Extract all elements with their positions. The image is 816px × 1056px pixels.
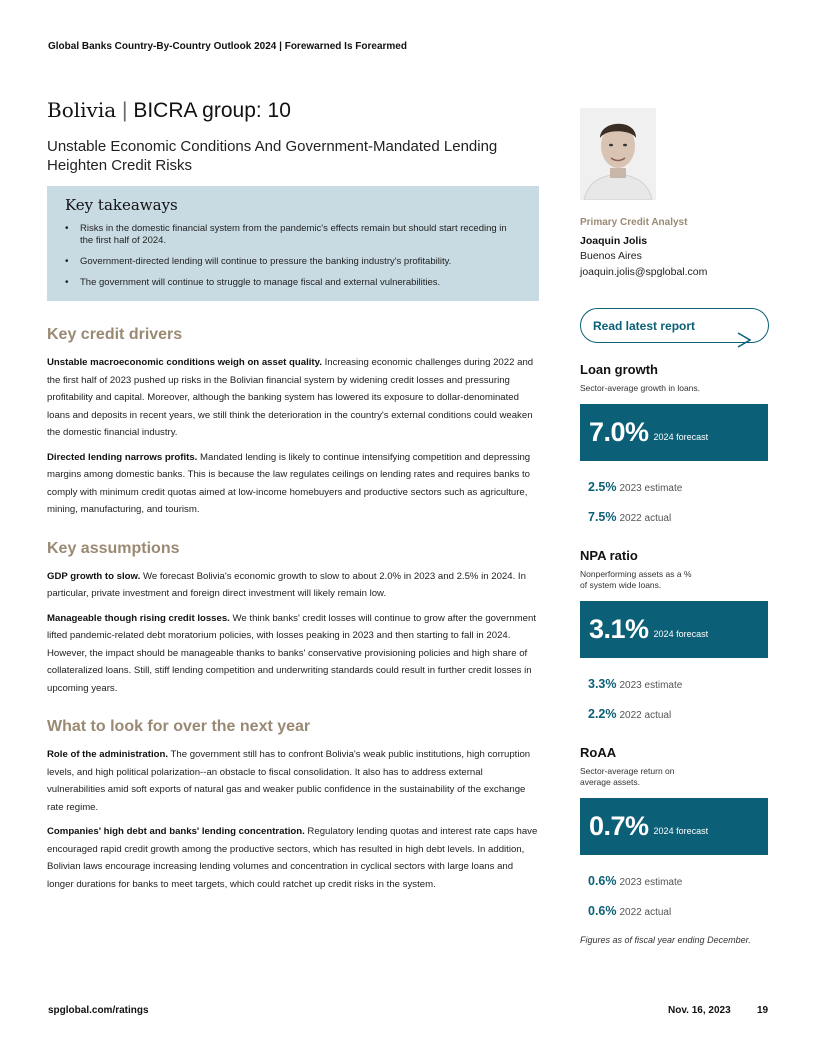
actual-label: 2022 actual [619, 513, 672, 524]
read-latest-report-button[interactable]: Read latest report [580, 308, 769, 343]
metric-estimate [588, 480, 682, 494]
estimate-value: 3.3% [588, 677, 617, 691]
estimate-label: 2023 estimate [619, 680, 683, 691]
page-subtitle: Unstable Economic Conditions And Government-Mandated Lending Heighten Credit Risks [47, 138, 498, 174]
takeaway-item: • The government will continue to struggle to manage fiscal and external vulnerabilities. [65, 277, 521, 289]
metric-title-loan-growth: Loan growth [580, 362, 658, 377]
paragraph-text: Regulatory lending quotas and interest rate caps have encouraged rapid credit growth among the productive sectors, which has resulted in high debt levels. In addition, Bolivian laws encourage increasing lending volumes and concentration in cyclical sectors with large loans and longer durations for banks to meet targets, which could ratchet up credit risks in the system. [47, 826, 538, 890]
page-title [47, 98, 291, 123]
metric-title-npa-ratio: NPA ratio [580, 548, 638, 563]
section-title-drivers: Key credit drivers [47, 326, 183, 343]
section-title-assumptions: Key assumptions [47, 539, 180, 557]
analyst-email[interactable]: joaquin.jolis@spglobal.com [580, 266, 708, 278]
metric-actual [588, 510, 671, 524]
paragraph-text: Increasing economic challenges during 2022 and the first half of 2023 pushed up risks in the Bolivian financial system by widening credit losses and pressuring profitability and capital. Moreover, although the banking system has lowered its exposure to dollar-denominated loans and deposits in recent years, we still think the deterioration in the country's external conditions could weaken the domestic financial industry. [47, 357, 534, 438]
paragraph-lead: GDP growth to slow. [47, 570, 141, 582]
forecast-value: 3.1% [589, 614, 649, 644]
paragraph-text: Mandated lending is likely to continue intensifying competition and depressing margins among domestic banks. This is because the law regulates ceilings on lending rates and requires banks to comply with minimum credit quotas aimed at low-income homebuyers and productive sectors such as agriculture, mining, manufacturing, and tourism. [47, 451, 531, 515]
metric-estimate [588, 677, 682, 691]
estimate-label: 2023 estimate [619, 877, 683, 888]
paragraph-lead: Companies' high debt and banks' lending concentration. [47, 826, 305, 837]
paragraph [47, 449, 539, 519]
key-takeaways-box [47, 186, 539, 301]
forecast-value: 7.0% [589, 417, 649, 447]
actual-value: 7.5% [588, 510, 617, 524]
analyst-label: Primary Credit Analyst [580, 217, 688, 228]
metric-actual [588, 707, 671, 721]
actual-label: 2022 actual [619, 907, 672, 918]
metric-title-roaa: RoAA [580, 745, 617, 760]
paragraph-lead: Manageable though rising credit losses. [47, 612, 230, 624]
analyst-name: Joaquin Jolis [580, 235, 648, 247]
forecast-value: 0.7% [589, 811, 649, 841]
takeaway-item: • Risks in the domestic financial system from the pandemic's effects remain but should start receding in the first half of 2024. [65, 223, 521, 247]
paragraph [47, 823, 539, 893]
takeaway-item: • Government-directed lending will continue to pressure the banking industry's profitability. [65, 256, 521, 268]
paragraph-text: We forecast Bolivia's economic growth to slow to about 2.0% in 2023 and 2.5% in 2024. In particular, private investment and foreign direct investment will likely remain low. [47, 570, 526, 599]
actual-label: 2022 actual [619, 710, 672, 721]
key-takeaways-heading: Key takeaways [65, 196, 178, 214]
analyst-photo [580, 108, 656, 200]
key-takeaways-list [65, 223, 521, 289]
paragraph-text: The government still has to confront Bolivia's weak public institutions, high corruption levels, and high political polarization--an obstacle to fiscal consolidation. It also has to address external vulnerabilities amid soft exports of natural gas and weaker public confidence in the sustainability of the exchange rate regime. [47, 749, 531, 813]
analyst-portrait-icon [580, 108, 656, 200]
paragraph-text: We think banks' credit losses will continue to grow after the government lifted pandemic-related debt moratorium policies, with losses peaking in 2023 and then starting to fall in 2024. However, the impact should be manageable thanks to banks' conservative provisioning policies and high share of collateralized loans. Still, stiff lending competition and underwriting standards could result in further credit losses in upcoming years. [47, 612, 536, 694]
metric-estimate [588, 874, 682, 888]
paragraph [47, 568, 539, 603]
analyst-city: Buenos Aires [580, 250, 642, 262]
metric-forecast-box [580, 601, 768, 658]
metric-subtitle: Sector-average growth in loans. [580, 383, 701, 393]
paragraph [47, 354, 539, 442]
metric-actual [588, 904, 671, 918]
estimate-label: 2023 estimate [619, 483, 683, 494]
estimate-value: 0.6% [588, 874, 617, 888]
forecast-label: 2024 forecast [653, 826, 709, 836]
running-header: Global Banks Country-By-Country Outlook 2024 | Forewarned Is Forearmed [48, 41, 407, 52]
actual-value: 0.6% [588, 904, 617, 918]
bicra-group: BICRA group: 10 [133, 99, 291, 122]
actual-value: 2.2% [588, 707, 617, 721]
forecast-label: 2024 forecast [653, 432, 709, 442]
chevron-right-icon [728, 330, 754, 350]
page-number: 19 [757, 1005, 769, 1016]
metric-forecast-box [580, 798, 768, 855]
metric-forecast-box [580, 404, 768, 461]
paragraph [47, 746, 539, 816]
country-name: Bolivia [47, 98, 117, 122]
estimate-value: 2.5% [588, 480, 617, 494]
paragraph-lead: Unstable macroeconomic conditions weigh on asset quality. [47, 357, 322, 368]
metric-subtitle: Nonperforming assets as a % of system wide loans. [580, 569, 692, 590]
figures-note: Figures as of fiscal year ending December. [580, 935, 751, 945]
section-title-outlook: What to look for over the next year [47, 718, 311, 735]
paragraph [47, 610, 539, 698]
forecast-label: 2024 forecast [653, 629, 709, 639]
paragraph-lead: Role of the administration. [47, 749, 168, 760]
footer-site-link[interactable]: spglobal.com/ratings [48, 1005, 149, 1016]
main-column [47, 326, 539, 900]
title-separator: | [122, 99, 128, 122]
metric-subtitle: Sector-average return on average assets. [580, 766, 675, 787]
paragraph-lead: Directed lending narrows profits. [47, 451, 198, 463]
footer-date: Nov. 16, 2023 [668, 1005, 731, 1016]
